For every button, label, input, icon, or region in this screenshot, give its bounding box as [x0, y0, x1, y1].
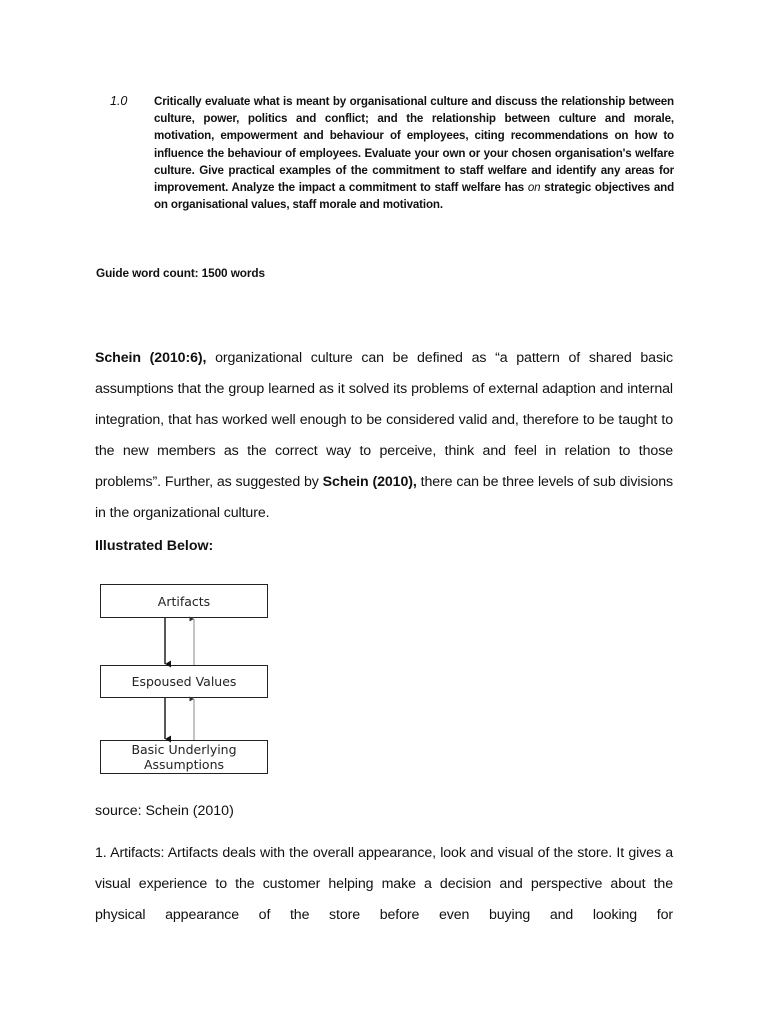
diagram-source: source: Schein (2010) — [95, 803, 234, 819]
citation-schein-2010: Schein (2010), — [322, 473, 417, 490]
question-number: 1.0 — [110, 94, 128, 108]
question-text-part2: strategic objectives and on organisational values, staff morale and motivation. — [154, 181, 674, 212]
diagram-label-artifacts: Artifacts — [157, 593, 211, 609]
definition-text-2: there can be three levels of sub divisions in the organizational culture. — [95, 473, 674, 521]
guide-word-count: Guide word count: 1500 words — [96, 266, 265, 280]
diagram-label-espoused-values: Espoused Values — [131, 674, 237, 689]
definition-text-1: organizational culture can be defined as “a pattern of shared basic assumptions that the group learned as it solved its problems of external adaption and internal integration, that has worked well enough to be considered valid and, therefore to be taught to the new members as the correct way to perceive, think and feel in relation to those problems”. Further, as suggested by — [95, 350, 673, 490]
question-italic-word: on — [527, 181, 541, 195]
question-text-part1: Critically evaluate what is meant by organisational culture and discuss the relationship between culture, power, politics and conflict; and the relationship between culture and morale, motivation, empowerment and behaviour of employees, citing recommendations on how to influence the behaviour of employees. Evaluate your own or your chosen organisation's welfare culture. Give practical examples of the commitment to staff welfare and identify any areas for improvement. Analyze the impact a commitment to staff welfare has — [154, 95, 674, 195]
illustrated-heading: Illustrated Below: — [95, 538, 214, 554]
citation-schein-2010-6: Schein (2010:6), — [95, 350, 207, 366]
artifacts-paragraph: 1. Artifacts: Artifacts deals with the overall appearance, look and visual of the store. It gives a visual experience to the customer helping make a decision and perspective about the physical appearance of the store before even buying and looking for — [95, 845, 673, 923]
diagram-label-basic-assumptions: Basic Underlying Assumptions — [131, 742, 237, 772]
